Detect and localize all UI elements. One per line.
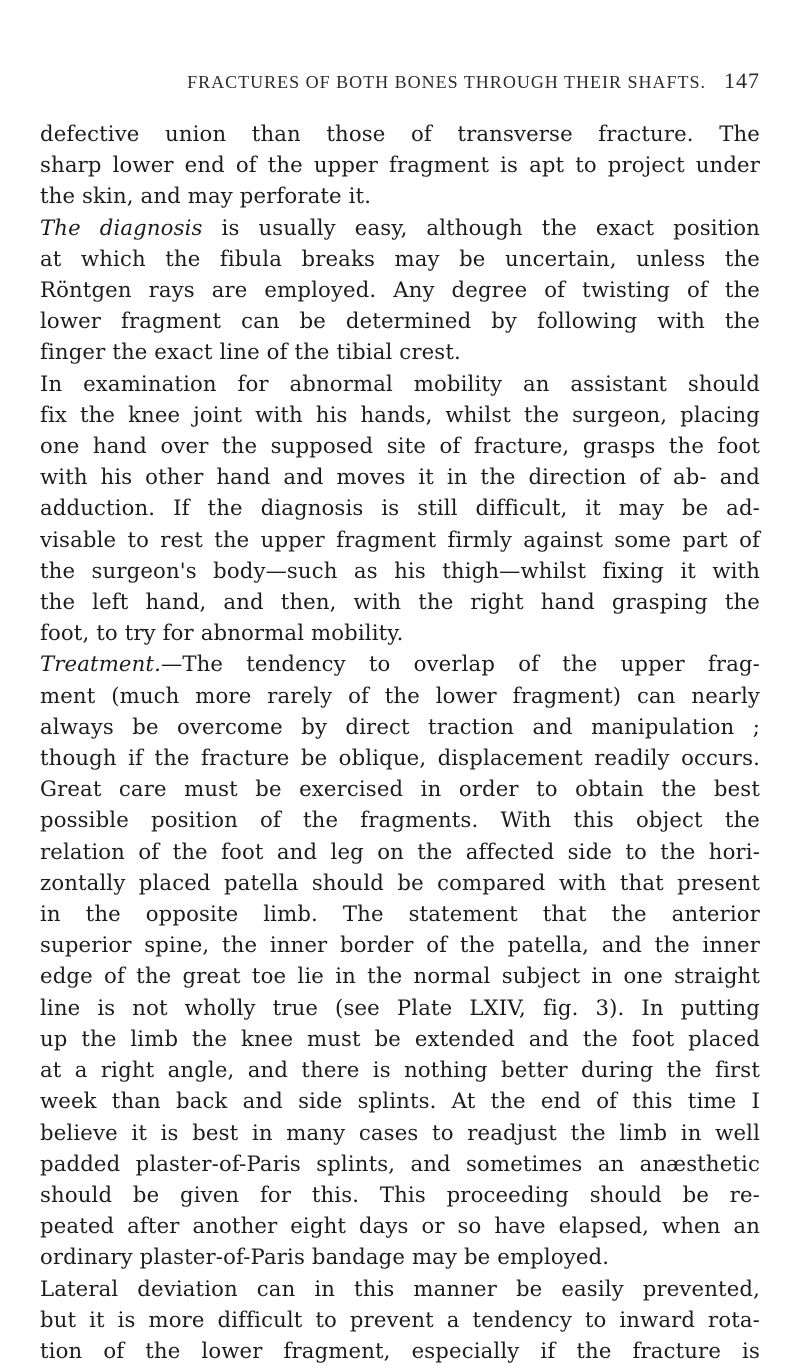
- line-text: should be given for this. This proceeding should be re-: [40, 1181, 760, 1207]
- line-text: week than back and side splints. At the end of this time I: [40, 1088, 760, 1114]
- line-text: sharp lower end of the upper fragment is apt to project under: [40, 152, 760, 178]
- text-line: [40, 180, 760, 211]
- text-line: [40, 1023, 760, 1054]
- line-text: defective union than those of transverse fracture. The: [40, 121, 760, 146]
- line-text: at which the fibula breaks may be uncertain, unless the: [40, 245, 760, 271]
- line-text: relation of the foot and leg on the affected side to the hori-: [40, 838, 760, 864]
- text-line: [40, 1241, 760, 1272]
- line-text: Lateral deviation can in this manner be easily prevented,: [40, 1275, 760, 1301]
- line-text: up the limb the knee must be extended and the foot placed: [40, 1025, 760, 1051]
- line-text: zontally placed patella should be compared with that present: [40, 869, 760, 895]
- text-line: [40, 243, 760, 274]
- line-text: possible position of the fragments. With this object the: [40, 807, 760, 833]
- line-text: with his other hand and moves it in the direction of ab- and: [40, 464, 760, 490]
- text-line: [40, 1273, 760, 1304]
- text-line: [40, 711, 760, 742]
- text-line: [40, 492, 760, 523]
- text-line: [40, 399, 760, 430]
- text-line: [40, 1335, 760, 1366]
- line-text: line is not wholly true (see Plate LXIV, fig. 3). In putting: [40, 994, 760, 1020]
- text-line: [40, 274, 760, 305]
- line-text: —The tendency to overlap of the upper frag-: [160, 651, 760, 677]
- line-text: the surgeon's body—such as his thigh—whilst fixing it with: [40, 557, 760, 583]
- text-line: [40, 555, 760, 586]
- line-text: peated after another eight days or so have elapsed, when an: [40, 1213, 760, 1239]
- text-line: [40, 648, 760, 679]
- text-line: [40, 305, 760, 336]
- text-line: [40, 804, 760, 835]
- line-text: adduction. If the diagnosis is still difficult, it may be ad-: [40, 495, 760, 521]
- text-line: [40, 929, 760, 960]
- text-line: [40, 118, 760, 149]
- text-line: [40, 992, 760, 1023]
- text-line: [40, 680, 760, 711]
- page-number: 147: [724, 68, 760, 93]
- line-text: in the opposite limb. The statement that the anterior: [40, 901, 760, 927]
- line-text: one hand over the supposed site of fracture, grasps the foot: [40, 433, 760, 459]
- line-text: ordinary plaster-of-Paris bandage may be employed.: [40, 1244, 610, 1270]
- text-line: [40, 742, 760, 773]
- text-line: [40, 1085, 760, 1116]
- line-text: always be overcome by direct traction and manipulation ;: [40, 713, 760, 739]
- line-text: edge of the great toe lie in the normal subject in one straight: [40, 963, 760, 989]
- line-text: fix the knee joint with his hands, whilst the surgeon, placing: [40, 401, 760, 427]
- text-line: [40, 867, 760, 898]
- running-title: FRACTURES OF BOTH BONES THROUGH THEIR SHAFTS.: [187, 72, 706, 92]
- line-text: foot, to try for abnormal mobility.: [40, 620, 404, 646]
- text-line: [40, 773, 760, 804]
- line-text: is usually easy, although the exact position: [202, 214, 760, 240]
- line-text: lower fragment can be determined by following with the: [40, 308, 760, 334]
- book-page: [40, 58, 760, 1366]
- line-text: superior spine, the inner border of the patella, and the inner: [40, 932, 760, 958]
- line-text: finger the exact line of the tibial crest.: [40, 339, 461, 365]
- text-line: [40, 1304, 760, 1335]
- text-line: [40, 461, 760, 492]
- text-line: [40, 1117, 760, 1148]
- text-line: [40, 336, 760, 367]
- line-text: the left hand, and then, with the right hand grasping the: [40, 589, 760, 615]
- text-line: [40, 430, 760, 461]
- body-text: [40, 118, 760, 1366]
- text-line: [40, 960, 760, 991]
- text-line: [40, 1148, 760, 1179]
- text-line: [40, 368, 760, 399]
- text-line: [40, 149, 760, 180]
- text-line: [40, 617, 760, 648]
- text-line: [40, 898, 760, 929]
- line-text: Röntgen rays are employed. Any degree of twisting of the: [40, 277, 760, 303]
- italic-heading: The diagnosis: [40, 214, 203, 240]
- line-text: padded plaster-of-Paris splints, and sometimes an anæsthetic: [40, 1150, 760, 1176]
- text-line: [40, 212, 760, 243]
- text-line: [40, 1210, 760, 1241]
- line-text: visable to rest the upper fragment firmly against some part of: [40, 526, 760, 552]
- line-text: tion of the lower fragment, especially if the fracture is: [40, 1337, 760, 1363]
- line-text: ment (much more rarely of the lower fragment) can nearly: [40, 682, 760, 708]
- line-text: at a right angle, and there is nothing better during the first: [40, 1057, 760, 1083]
- line-text: believe it is best in many cases to readjust the limb in well: [40, 1119, 760, 1145]
- text-line: [40, 1054, 760, 1085]
- italic-heading: Treatment.: [40, 651, 161, 677]
- line-text: In examination for abnormal mobility an assistant should: [40, 370, 760, 396]
- line-text: though if the fracture be oblique, displacement readily occurs.: [40, 745, 760, 771]
- line-text: Great care must be exercised in order to obtain the best: [40, 776, 760, 802]
- text-line: [40, 836, 760, 867]
- running-head: [40, 58, 760, 118]
- text-line: [40, 1179, 760, 1210]
- line-text: the skin, and may perforate it.: [40, 183, 372, 209]
- text-line: [40, 524, 760, 555]
- line-text: but it is more difficult to prevent a tendency to inward rota-: [40, 1306, 760, 1332]
- text-line: [40, 586, 760, 617]
